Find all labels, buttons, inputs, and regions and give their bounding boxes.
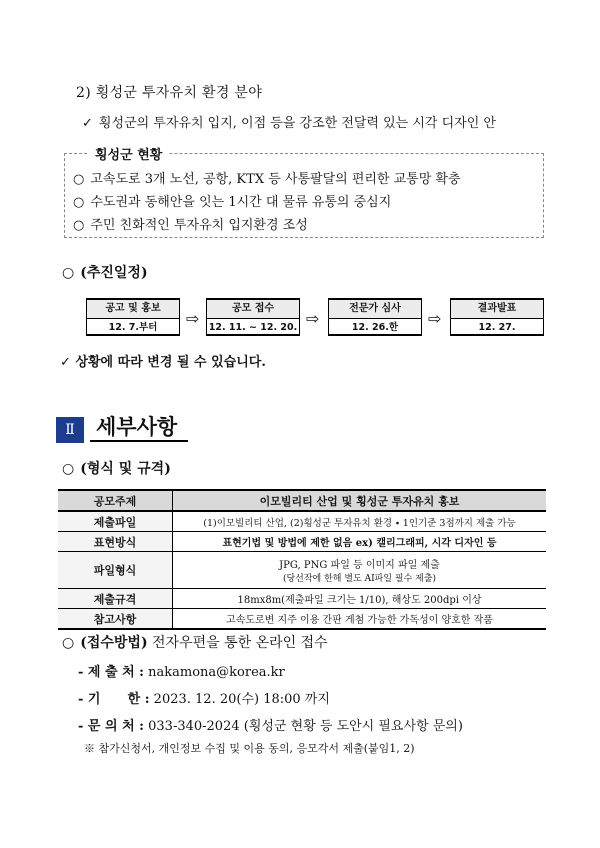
table-row [58, 589, 546, 609]
table-key: 참고사항 [58, 609, 173, 630]
footnote: ※ 참가신청서, 개인정보 수집 및 이용 동의, 응모각서 제출(붙임1, 2) [84, 742, 415, 755]
submission-title [62, 632, 328, 652]
circle-bullet-icon: ○ [62, 461, 75, 477]
status-item-text: 고속도로 3개 노선, 공항, KTX 등 사통팔달의 편리한 교통망 확충 [90, 172, 461, 187]
schedule-step-label: 공모 접수 [207, 300, 299, 319]
arrow-right-icon: ⇨ [306, 309, 320, 328]
schedule-notice [60, 351, 266, 370]
notice-text: 상황에 따라 변경 될 수 있습니다. [75, 355, 266, 370]
table-value: 고속도로변 지주 이용 간판 게첨 가능한 가독성이 양호한 작품 [173, 609, 547, 630]
submission-line [78, 688, 330, 707]
checkmark-icon: ✓ [82, 116, 93, 131]
schedule-step-label: 전문가 심사 [329, 300, 421, 319]
table-value-line: (당선작에 한해 별도 AI파일 필수 제출) [282, 574, 437, 584]
schedule-step [328, 298, 422, 336]
schedule-step-label: 결과발표 [451, 300, 543, 319]
submission-title-rest: 전자우편을 통한 온라인 접수 [152, 635, 328, 651]
submission-line-label: - 제 출 처 : [78, 665, 144, 680]
section-title: 횡성군 투자유치 환경 분야 [95, 85, 263, 101]
section-underline [90, 440, 188, 442]
circle-bullet-icon: ○ [73, 195, 85, 210]
section-ii-title: 세부사항 [96, 415, 178, 439]
schedule-step-date: 12. 11. ~ 12. 20. [208, 322, 298, 333]
submission-line-label: - 문 의 처 : [78, 719, 144, 734]
circle-bullet-icon: ○ [73, 172, 85, 187]
submission-email[interactable]: nakamona@korea.kr [148, 665, 285, 680]
table-value: 18mx8m(제출파일 크기는 1/10), 해상도 200dpi 이상 [173, 589, 547, 609]
submission-title-bold: (접수방법) [80, 635, 148, 651]
table-row [58, 511, 546, 532]
schedule-step [206, 298, 300, 336]
submission-line-label: - 기 한 : [78, 692, 150, 707]
table-value [173, 552, 547, 589]
format-title [62, 458, 171, 478]
status-item [73, 168, 461, 187]
status-item [73, 191, 391, 210]
table-row [58, 552, 546, 589]
table-key: 파일형식 [58, 552, 173, 589]
status-item-text: 주민 친화적인 투자유치 입지환경 조성 [90, 218, 308, 233]
section-roman-badge: Ⅱ [56, 417, 84, 443]
schedule-title-text: (추진일정) [80, 265, 148, 281]
check-item-text: 횡성군의 투자유치 입지, 이점 등을 강조한 전달력 있는 시각 디자인 안 [98, 116, 496, 131]
spec-table [58, 489, 546, 630]
table-key: 공모주제 [58, 490, 173, 511]
checkmark-icon: ✓ [60, 355, 71, 370]
table-row [58, 490, 546, 511]
table-row [58, 609, 546, 630]
schedule-step-date: 12. 27. [478, 322, 516, 333]
schedule-title [62, 262, 148, 282]
arrow-right-icon: ⇨ [428, 309, 442, 328]
table-key: 제출규격 [58, 589, 173, 609]
status-box-title: 횡성군 현황 [89, 144, 168, 163]
table-key: 표현방식 [58, 532, 173, 552]
circle-bullet-icon: ○ [73, 218, 85, 233]
submission-contact: 033-340-2024 (횡성군 현황 등 도안시 필요사항 문의) [148, 719, 463, 734]
circle-bullet-icon: ○ [62, 265, 75, 281]
schedule-step [86, 298, 180, 336]
submission-line [78, 661, 285, 680]
table-key: 제출파일 [58, 511, 173, 532]
table-value: 이모빌리티 산업 및 횡성군 투자유치 홍보 [173, 490, 547, 511]
submission-deadline: 2023. 12. 20(수) 18:00 까지 [153, 692, 330, 707]
schedule-step-date: 12. 7.부터 [108, 322, 158, 333]
table-value-line: JPG, PNG 파일 등 이미지 파일 제출 [279, 560, 440, 571]
status-box [64, 148, 544, 238]
table-value: 표현기법 및 방법에 제한 없음 ex) 캘리그래피, 시각 디자인 등 [173, 532, 547, 552]
circle-bullet-icon: ○ [62, 635, 75, 651]
section-heading [76, 82, 262, 102]
table-value: (1)이모빌리티 산업, (2)횡성군 투자유치 환경 ∙ 1인기준 3점까지 제출 가능 [173, 511, 547, 532]
format-title-text: (형식 및 규격) [80, 461, 171, 477]
status-item-text: 수도권과 동해안을 잇는 1시간 대 물류 유통의 중심지 [90, 195, 392, 210]
arrow-right-icon: ⇨ [186, 309, 200, 328]
table-row [58, 532, 546, 552]
check-item [82, 112, 496, 131]
schedule-step-date: 12. 26.한 [351, 322, 399, 333]
section-number: 2) [76, 85, 91, 101]
schedule-step [450, 298, 544, 336]
status-item [73, 214, 308, 233]
submission-line [78, 715, 463, 734]
schedule-step-label: 공고 및 홍보 [87, 300, 179, 319]
